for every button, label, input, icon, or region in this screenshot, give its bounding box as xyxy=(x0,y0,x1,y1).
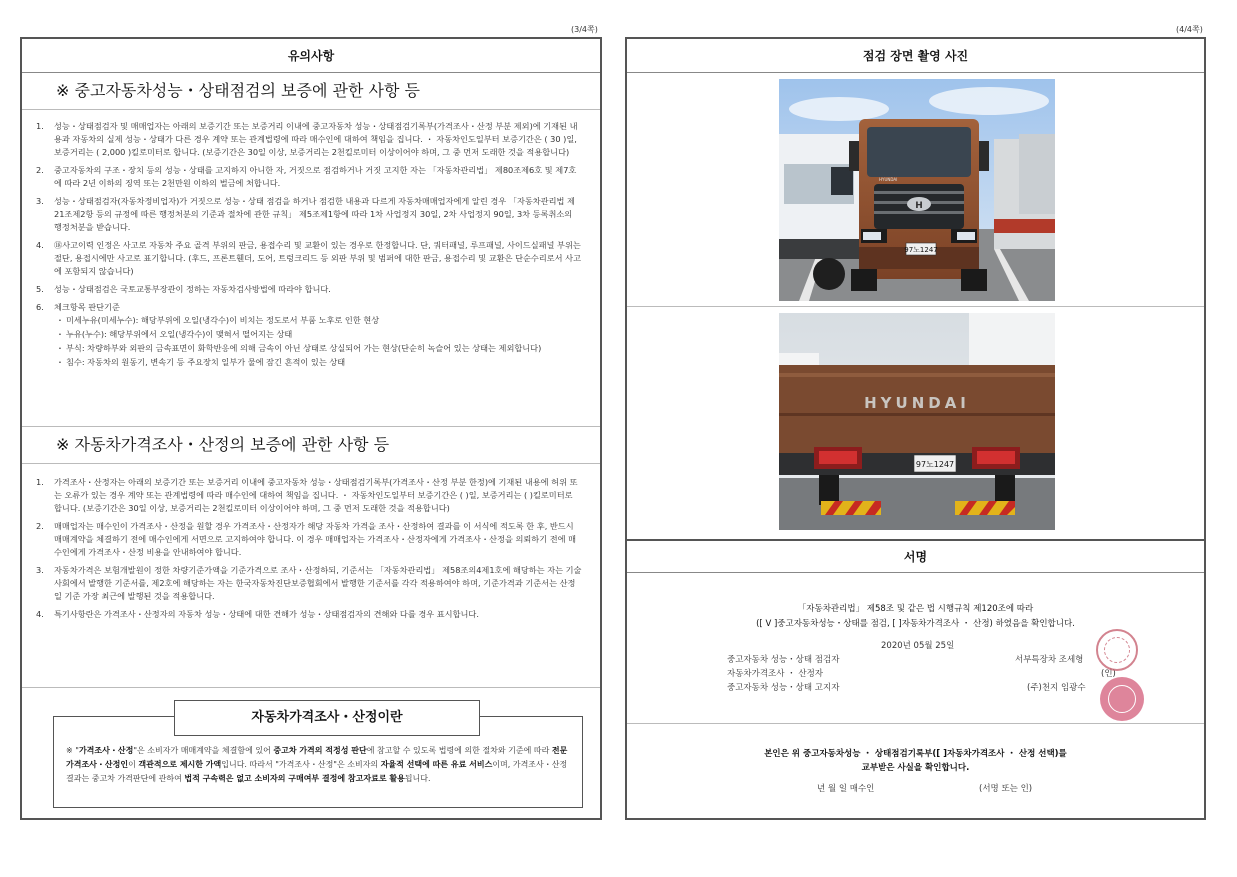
truck-rear-photo xyxy=(779,313,1055,530)
list-item: 3. 성능・상태점검자(자동차정비업자)가 거짓으로 성능・상태 점검을 하거나 점검한 내용과 다르게 자동차매매업자에게 알린 경우 「자동차관리법 제21조제2항 등의 규정에 따른 행정처분의 기준과 절차에 관한 규칙」 제5조제1항에 따라 1차 사업정지 30일, 2차 사업정지 90일, 3차 등록취소의 행정처분을 받습니다. xyxy=(36,196,575,232)
notifier-seal-stamp xyxy=(1100,677,1144,721)
inspector-seal-stamp xyxy=(1096,629,1138,671)
list-item: 3. 자동차가격은 보험개발원이 정한 차량기준가액을 기준가격으로 조사・산정하되, 기준서는 「자동차관리법」 제58조의4제1호에 해당하는 자는 기술사회에서 발행한 기준서를, 제2호에 해당하는 자는 한국자동차진단보증협회에서 발행한 기준서를 각각 적용하여야 하며, 기준가격과 기준서는 산정일 기준 가장 최근에 발행된 것을 적용합니다. xyxy=(36,565,582,601)
list-item: 1. 성능・상태점검자 및 매매업자는 아래의 보증기간 또는 보증거리 이내에 중고자동차 성능・상태점검기록부(가격조사・산정 부분 제외)에 기재된 내용과 자동차의 실제 성능・상태가 다른 경우 계약 또는 관계법령에 따라 매수인에 대하여 책임을 집니다. ・ 자동차인도일부터 보증기간은 ( 30 )일, 보증거리는 ( 2,000 )킬로미터로 합니다. (보증기간은 30일 이상, 보증거리는 2천킬로미터 이상이어야 하며, 그 중 먼저 도래한 것을 적용합니다) xyxy=(36,121,578,157)
inspection-photo-title: 점검 장면 촬영 사진 xyxy=(627,39,1204,73)
price-definition-text: ※ "가격조사・산정"은 소비자가 매매계약을 체결함에 있어 중고차 가격의 적정성 판단에 참고할 수 있도록 법령에 의한 절차와 기준에 따라 전문 가격조사・산정인이 객관적으로 제시한 가액입니다. 따라서 "가격조사・산정"은 소비자의 자율적 선택에 따른 유료 서비스이며, 가격조사・산정 결과는 중고차 가격판단에 관하여 법적 구속력은 없고 소비자의 구매여부 결정에 참고자료로 활용됩니다. xyxy=(66,746,568,783)
price-warranty-list xyxy=(22,464,600,621)
svg-text:H: H xyxy=(915,201,923,211)
criteria-item: ・ 부식: 차량하부와 외판의 금속표면이 화학반응에 의해 금속이 아닌 상태로 상실되어 가는 현상(단순히 녹슬어 있는 상태는 제외합니다) xyxy=(55,343,542,353)
price-definition-title: 자동차가격조사・산정이란 xyxy=(174,700,480,736)
appraiser-seal: (인) xyxy=(1101,669,1116,679)
truck-front-photo xyxy=(779,79,1055,301)
list-item: 2. 중고자동차의 구조・장치 등의 성능・상태를 고지하지 아니한 자, 거짓으로 점검하거나 거짓 고지한 자는 「자동차관리법」 제80조제6호 및 제7호에 따라 2년 이하의 징역 또는 2천만원 이하의 벌금에 처합니다. xyxy=(36,165,577,188)
sign-date: 2020년 05월 25일 xyxy=(881,641,955,651)
svg-text:HYUNDAI: HYUNDAI xyxy=(864,394,970,412)
criteria-item: ・ 누유(누수): 해당부위에서 오일(냉각수)이 맺혀서 떨어지는 상태 xyxy=(55,329,293,339)
truck-rear-image xyxy=(779,313,1055,530)
inspection-photo-panel xyxy=(625,37,1206,820)
list-item: 5. 성능・상태점검은 국토교통부장관이 정하는 자동차검사방법에 따라야 합니다. xyxy=(36,284,331,294)
inspector-name: 서부특장차 조세형 xyxy=(1015,655,1084,665)
list-item: 6. 체크항목 판단기준 ・ 미세누유(미세누수): 해당부위에 오일(냉각수)이 비치는 정도로서 부품 노후로 인한 현상 ・ 누유(누수): 해당부위에서 오일(냉각수)이 맺혀서 떨어지는 상태 ・ 부식: 차량하부와 외판의 금속표면이 화학반응에 의해 금속이 아닌 상태로 상실되어 가는 현상(단순히 녹슬어 있는 상태는 제외합니다) ・ 침수: 자동차의 원동기, 변속기 등 주요장치 일부가 물에 잠긴 흔적이 있는 상태 xyxy=(36,301,582,370)
appraiser-label: 자동차가격조사 ・ 산정자 xyxy=(727,669,824,679)
receipt-date: 년 월 일 매수인 xyxy=(817,784,875,794)
precautions-panel xyxy=(20,37,602,820)
signature-title: 서명 xyxy=(627,539,1204,573)
receipt-signature: (서명 또는 인) xyxy=(979,784,1033,794)
check-criteria-label: 체크항목 판단기준 xyxy=(54,302,120,312)
page-number-right: (4/4쪽) xyxy=(1176,25,1203,34)
price-definition-box xyxy=(53,710,583,808)
law-basis-line: 「자동차관리법」 제58조 및 같은 법 시행규칙 제120조에 따라 xyxy=(797,604,1034,614)
criteria-item: ・ 침수: 자동차의 원동기, 변속기 등 주요장치 일부가 물에 잠긴 흔적이 있는 상태 xyxy=(55,357,346,367)
list-item: 4. ⑱사고이력 인정은 사고로 자동차 주요 골격 부위의 판금, 용접수리 및 교환이 있는 경우로 한정합니다. 단, 쿼터패널, 루프패널, 사이드실패널 부위는 절단, 용접시에만 사고로 표기합니다. (후드, 프론트휀더, 도어, 트렁크리드 등 외판 부위 및 범퍼에 대한 판금, 용접수리 및 교환은 단순수리로서 사고에 포함되지 않습니다) xyxy=(36,240,581,276)
list-item: 4. 특기사항란은 가격조사・산정자의 자동차 성능・상태에 대한 견해가 성능・상태점검자의 견해와 다를 경우 표시합니다. xyxy=(36,609,479,619)
list-item: 2. 매매업자는 매수인이 가격조사・산정을 원할 경우 가격조사・산정자가 해당 자동차 가격을 조사・산정하여 결과를 이 서식에 적도록 한 후, 반드시 매매계약을 체결하기 전에 매수인에게 서면으로 고지하여야 합니다. 이 경우 매매업자는 가격조사・산정자에게 가격조사・산정을 의뢰하기 전에 매수인에게 가격조사・산정 비용을 안내하여야 합니다. xyxy=(36,521,577,557)
receipt-line-1: 본인은 위 중고자동차성능 ・ 상태점검기록부([ ]자동차가격조사 ・ 산정 선택)를 xyxy=(764,749,1067,759)
notifier-label: 중고자동차 성능・상태 고지자 xyxy=(727,683,840,693)
check-criteria-list xyxy=(54,314,582,369)
inspector-label: 중고자동차 성능・상태 점검자 xyxy=(727,655,840,665)
performance-warranty-heading: ※ 중고자동차성능・상태점검의 보증에 관한 사항 등 xyxy=(56,81,420,100)
list-item: 1. 가격조사・산정자는 아래의 보증기간 또는 보증거리 이내에 중고자동차 성능・상태점검기록부(가격조사・산정 부분 한정)에 기재된 내용에 허위 또는 오류가 있는 경우 계약 또는 관계법령에 따라 매수인에 대하여 책임을 집니다. ・ 자동차인도일부터 보증기간은 ( )일, 보증거리는 ( )킬로미터로 합니다. (보증기간은 30일 이상, 보증거리는 2천킬로미터 이상이어야 하며, 그 중 먼저 도래한 것을 적용합니다) xyxy=(36,477,578,513)
page-number-left: (3/4쪽) xyxy=(571,25,598,34)
price-warranty-heading: ※ 자동차가격조사・산정의 보증에 관한 사항 등 xyxy=(56,435,390,454)
price-warranty-section xyxy=(22,426,600,626)
notifier-name: (주)천지 임광수 xyxy=(1027,683,1086,693)
confirm-line: ([ V ]중고자동차성능・상태를 점검, [ ]자동차가격조사 ・ 산정) 하였음을 확인합니다. xyxy=(756,619,1075,629)
precautions-title: 유의사항 xyxy=(22,39,600,73)
svg-text:97노1247: 97노1247 xyxy=(904,246,938,254)
criteria-item: ・ 미세누유(미세누수): 해당부위에 오일(냉각수)이 비치는 정도로서 부품 노후로 인한 현상 xyxy=(55,315,380,325)
svg-text:97노1247: 97노1247 xyxy=(915,460,955,469)
truck-front-image xyxy=(779,79,1055,301)
svg-text:HYUNDAI: HYUNDAI xyxy=(879,177,898,182)
receipt-line-2: 교부받은 사실을 확인합니다. xyxy=(861,763,970,773)
performance-warranty-section xyxy=(22,73,600,370)
performance-warranty-list xyxy=(22,110,600,370)
